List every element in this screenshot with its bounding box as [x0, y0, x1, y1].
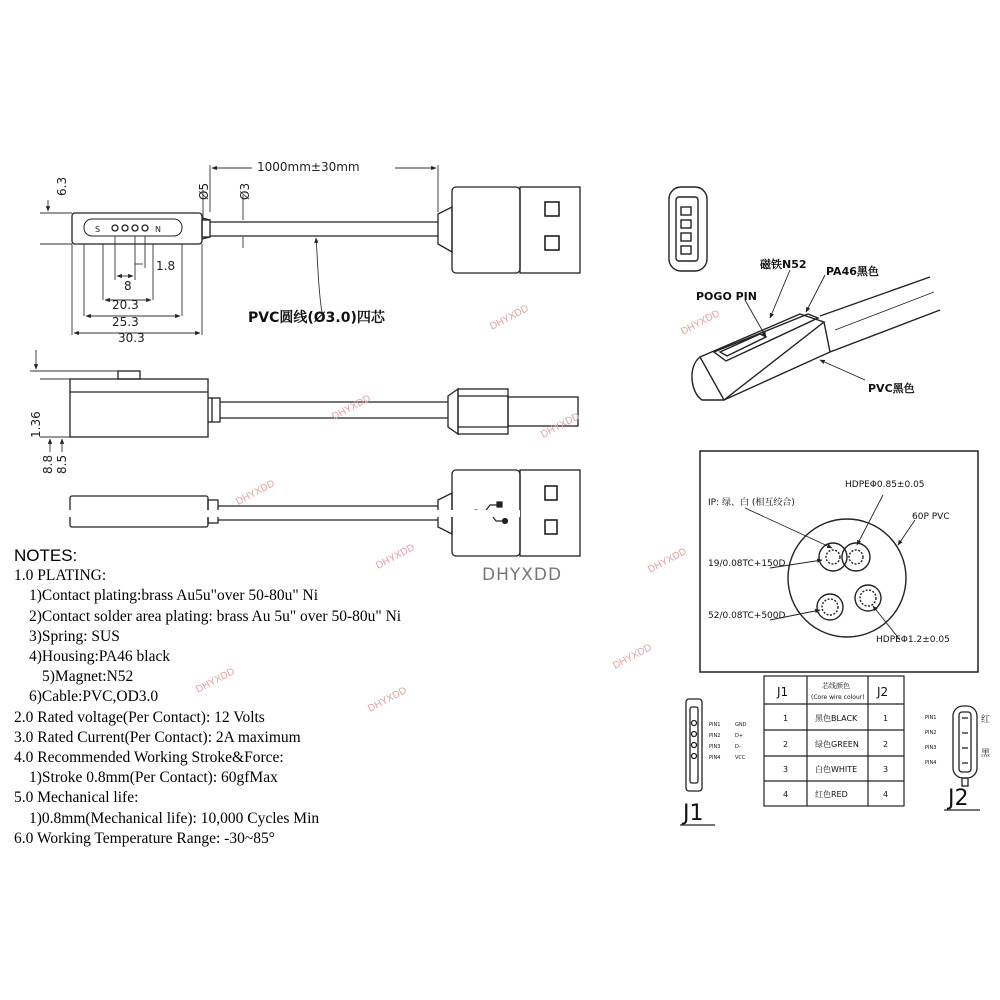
magnet-callout: 磁铁N52 [760, 258, 807, 271]
j1-signal-gnd: GND [735, 722, 747, 728]
watermark: DHYXDD [679, 308, 722, 338]
width-25-3-dimension: 25.3 [112, 315, 139, 329]
note-line: 6)Cable:PVC,OD3.0 [29, 688, 159, 706]
notes-title: NOTES: [14, 546, 78, 565]
j2-red-mark: 红 [981, 715, 991, 725]
table-header-j1: J1 [777, 685, 789, 699]
height-8-5-dimension: 8.5 [55, 454, 69, 474]
watermark: DHYXDD [646, 546, 689, 576]
note-line: 1.0 PLATING: [14, 567, 107, 585]
housing-callout: PA46黑色 [826, 265, 879, 278]
signal-conductor-label: 19/0.08TC+150D [708, 559, 786, 569]
jacket-label: 60P PVC [912, 512, 950, 522]
dia-5-dimension: Ø5 [197, 182, 211, 200]
height-6-3-dimension: 6.3 [55, 176, 69, 196]
table-row-2-color: 绿色GREEN [815, 740, 859, 749]
watermark: DHYXDD [234, 478, 277, 508]
cable-cross-section [788, 519, 906, 637]
usb-plug-top [452, 187, 520, 273]
table-row-3-j2: 3 [883, 765, 889, 774]
note-line: 3)Spring: SUS [29, 627, 120, 645]
table-row-3-j1: 3 [783, 765, 789, 774]
j2-pin2-label: PIN2 [925, 730, 937, 736]
j2-pin4-label: PIN4 [925, 760, 937, 766]
note-line: 2)Contact solder area plating: brass Au 5u" over 50-80u" Ni [29, 607, 402, 625]
j1-signal-vcc: VCC [735, 755, 746, 761]
note-line: 3.0 Rated Current(Per Contact): 2A maximum [14, 728, 301, 746]
table-row-2-j2: 2 [883, 740, 889, 749]
watermark: DHYXDD [539, 411, 582, 441]
table-row-1-color: 黑色BLACK [815, 714, 858, 723]
table-header-color: 芯线颜色 [822, 682, 850, 690]
note-line: 1)Stroke 0.8mm(Per Contact): 60gfMax [29, 769, 278, 787]
j2-black-mark: 黑 [981, 749, 991, 759]
height-8-8-dimension: 8.8 [41, 454, 55, 474]
hdpe-small-label: HDPEΦ0.85±0.05 [845, 480, 925, 490]
table-row-4-j1: 4 [783, 790, 789, 799]
note-line: 5)Magnet:N52 [42, 668, 134, 686]
hdpe-large-label: HDPEΦ1.2±0.05 [876, 635, 950, 645]
j2-label: J2 [948, 786, 969, 811]
dia-3-dimension: Ø3 [238, 182, 252, 200]
width-20-3-dimension: 20.3 [112, 298, 139, 312]
connector-top-body [72, 213, 202, 244]
ip-twist-label: IP: 绿、白 (相互绞合) [708, 498, 795, 508]
j1-pin3-label: PIN3 [709, 744, 721, 750]
watermark: DHYXDD [488, 303, 531, 333]
pin-s-label: S [95, 225, 101, 234]
j2-connector [953, 706, 977, 786]
width-1-8-dimension: 1.8 [156, 259, 176, 273]
connector-side-body [70, 379, 208, 437]
usb-end-view [669, 187, 707, 271]
cable-length-dimension: 1000mm±30mm [257, 160, 360, 174]
j1-pin1-label: PIN1 [709, 722, 721, 728]
note-line: 1)Contact plating:brass Au5u"over 50-80u" Ni [29, 587, 319, 605]
note-line: 1)0.8mm(Mechanical life): 10,000 Cycles Min [29, 809, 320, 827]
table-row-3-color: 白色WHITE [815, 765, 858, 774]
j1-pin2-label: PIN2 [709, 733, 721, 739]
table-row-4-color: 红色RED [815, 790, 848, 799]
j2-pin1-label: PIN1 [925, 715, 937, 721]
watermark-large: DHYXDD [482, 565, 563, 585]
j1-connector [686, 699, 702, 791]
j2-pin3-label: PIN3 [925, 745, 937, 751]
watermark: DHYXDD [374, 542, 417, 572]
power-conductor-label: 52/0.08TC+500D [708, 611, 786, 621]
watermark: DHYXDD [611, 642, 654, 672]
j1-signal-dminus: D- [735, 744, 741, 750]
cable-label: PVC圆线(Ø3.0)四芯 [248, 310, 385, 326]
watermark: DHYXDD [194, 666, 237, 696]
notes-list [14, 566, 534, 849]
side-view [70, 371, 578, 437]
table-row-1-j1: 1 [783, 714, 789, 723]
note-line: 5.0 Mechanical life: [14, 789, 139, 807]
width-8-dimension: 8 [124, 279, 132, 293]
j1-pin4-label: PIN4 [709, 755, 721, 761]
top-view [72, 187, 580, 273]
j1-label: J1 [683, 801, 704, 826]
note-line: 2.0 Rated voltage(Per Contact): 12 Volts [14, 708, 265, 726]
pvc-callout: PVC黑色 [868, 382, 915, 395]
table-header-j2: J2 [877, 685, 889, 699]
table-header-color-en: (Core wire colour) [811, 694, 865, 701]
pin-n-label: N [155, 225, 161, 234]
table-row-1-j2: 1 [883, 714, 889, 723]
watermark: DHYXDD [330, 393, 373, 423]
pogo-pin-callout: POGO PIN [696, 290, 757, 303]
note-line: 4)Housing:PA46 black [29, 648, 171, 666]
note-line: 6.0 Working Temperature Range: -30~85° [14, 829, 275, 847]
table-row-4-j2: 4 [883, 790, 889, 799]
width-30-3-dimension: 30.3 [118, 331, 145, 345]
height-1-36-dimension: 1.36 [29, 411, 43, 438]
notes-section [14, 546, 534, 849]
j1-signal-dplus: D+ [735, 733, 744, 739]
table-row-2-j1: 2 [783, 740, 789, 749]
note-line: 4.0 Recommended Working Stroke&Force: [14, 749, 284, 767]
watermark: DHYXDD [366, 685, 409, 715]
